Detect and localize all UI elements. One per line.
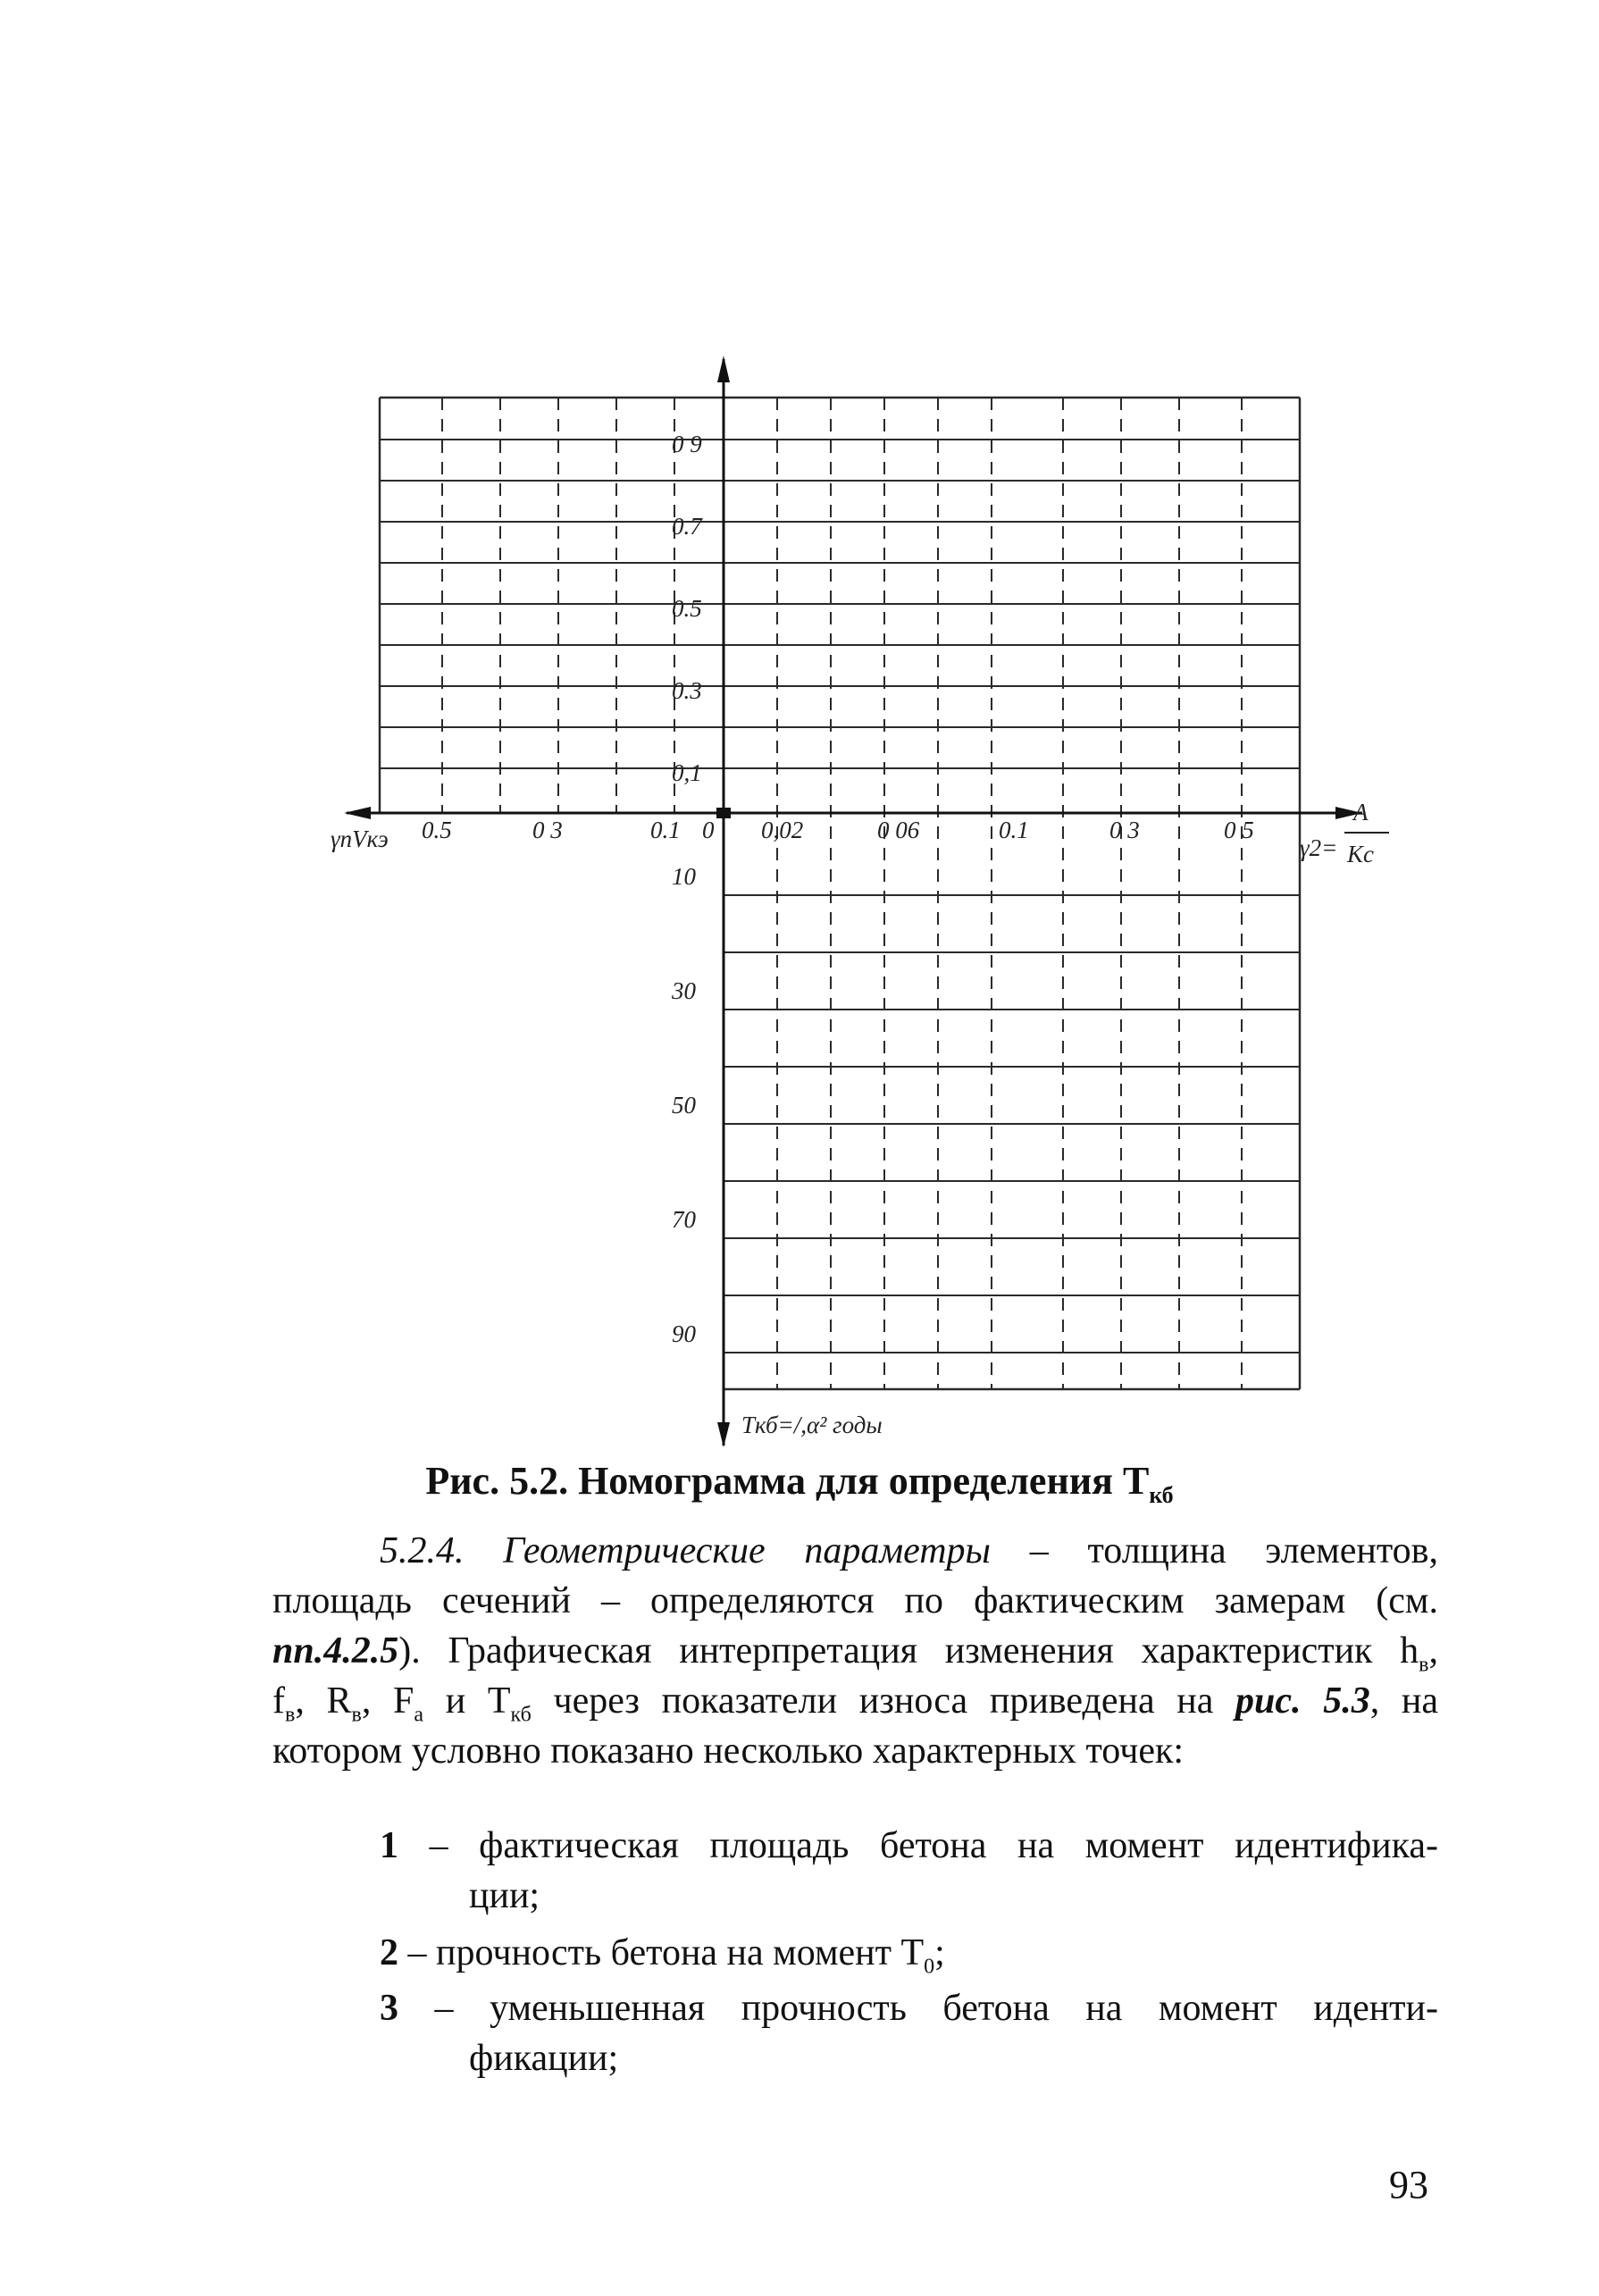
paragraph-line <box>272 1626 1438 1676</box>
paragraph-text: – толщина элементов, <box>991 1530 1439 1571</box>
paragraph-text: через показатели износа приведена на <box>531 1680 1236 1722</box>
subscript: в <box>351 1703 362 1727</box>
paragraph-line <box>272 1676 1438 1726</box>
list-item-text: – фактическая площадь бетона на момент идентифика- <box>398 1825 1438 1866</box>
list-item-line <box>380 1821 1438 1871</box>
up-axis-tick: 0.5 <box>672 595 702 622</box>
down-axis-tick: 50 <box>672 1092 696 1119</box>
subscript: 0 <box>924 1955 935 1979</box>
paragraph-text: , R <box>295 1680 352 1722</box>
section-reference-text: пп.4.2.5 <box>272 1630 399 1672</box>
list-item-text: – уменьшенная прочность бетона на момент иденти- <box>398 1988 1438 2029</box>
paragraph-text: , на <box>1369 1680 1439 1722</box>
nomogram-grid <box>380 398 1300 1389</box>
down-axis-tick: 90 <box>672 1320 696 1347</box>
paragraph-text: , F <box>361 1680 414 1722</box>
list-item-line <box>380 1928 1438 1978</box>
subscript: а <box>414 1703 424 1727</box>
figure-reference-text: рис. 5.3 <box>1235 1680 1370 1722</box>
page-number: 93 <box>1389 2163 1428 2207</box>
list-item-line <box>380 1983 1438 2033</box>
right-axis-tick: 0,02 <box>761 817 804 843</box>
right-axis-tick: 0 06 <box>877 817 920 843</box>
left-axis-label: γnVкэ <box>331 825 389 852</box>
paragraph-text: f <box>272 1680 285 1722</box>
down-axis-tick: 70 <box>672 1206 696 1233</box>
figure-reference <box>1235 1680 1370 1722</box>
right-axis-fraction-top: A <box>1353 799 1369 825</box>
paragraph-line: площадь сечений – определяются по фактическим замерам (см. <box>272 1580 1438 1621</box>
up-axis-tick: 0.7 <box>672 513 702 540</box>
paragraph-text: ). Графическая интерпретация изменения характеристик h <box>398 1630 1419 1672</box>
list-item-text: – прочность бетона на момент T <box>398 1932 925 1973</box>
origin-marker <box>716 808 731 818</box>
up-axis-tick: 0 9 <box>672 431 702 457</box>
paragraph-line: котором условно показано несколько характерных точек: <box>272 1730 1185 1772</box>
list-item <box>380 1983 1438 2083</box>
paragraph-line <box>272 1526 1438 1576</box>
list-item-number: 2 <box>380 1932 398 1973</box>
list-item <box>380 1928 1438 1978</box>
axes <box>344 356 1362 1447</box>
horizontal-axis-arrow-left <box>344 807 371 819</box>
up-axis-tick: 0.3 <box>672 677 702 704</box>
down-axis-label: Tкб=/,α² годы <box>741 1412 883 1438</box>
left-axis-tick: 0 <box>702 817 715 843</box>
list-item <box>380 1821 1438 1921</box>
right-axis-tick: 0.1 <box>999 817 1029 843</box>
caption-subscript: кб <box>1149 1481 1174 1508</box>
section-heading: 5.2.4. Геометрические параметры <box>380 1530 992 1571</box>
right-axis-tick: 0 5 <box>1224 817 1254 843</box>
left-axis-tick: 0.5 <box>422 817 452 843</box>
subscript: кб <box>510 1703 532 1727</box>
list-item-line: фикации; <box>469 2038 619 2079</box>
subscript: в <box>1419 1653 1429 1677</box>
list-item-number: 1 <box>380 1825 398 1866</box>
vertical-axis-arrow-up <box>717 356 730 382</box>
figure-caption <box>0 1458 1599 1509</box>
left-axis-tick: 0.1 <box>650 817 681 843</box>
right-axis-tick: 0 3 <box>1109 817 1140 843</box>
right-axis-fraction-bottom: Kc <box>1347 841 1374 867</box>
right-axis-label: γ2= <box>1300 834 1338 861</box>
list-item-line: ции; <box>469 1875 540 1916</box>
list-item-text: ; <box>934 1932 945 1973</box>
section-paragraph <box>272 1526 1438 1776</box>
left-axis-tick: 0 3 <box>532 817 563 843</box>
subscript: в <box>285 1703 296 1727</box>
caption-text: Рис. 5.2. Номограмма для определения T <box>425 1459 1150 1503</box>
down-axis-tick: 30 <box>672 977 696 1004</box>
up-axis-tick: 0,1 <box>672 759 702 786</box>
down-axis-tick: 10 <box>672 863 696 890</box>
paragraph-text: , <box>1428 1630 1438 1672</box>
paragraph-text: и T <box>423 1680 511 1722</box>
vertical-axis-arrow-down <box>717 1422 730 1447</box>
list-item-number: 3 <box>380 1988 398 2029</box>
section-reference <box>272 1630 398 1672</box>
